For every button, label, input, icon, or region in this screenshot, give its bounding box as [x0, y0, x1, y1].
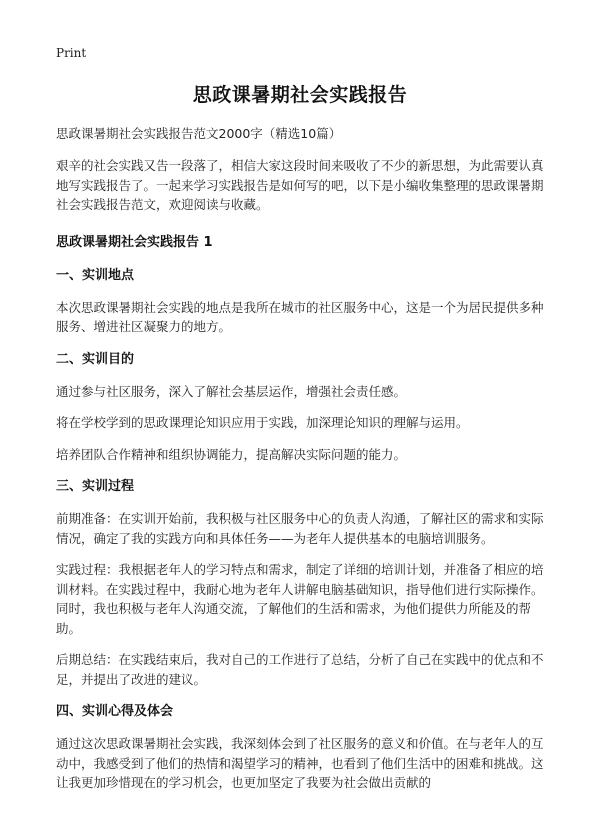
process-paragraph-1: 前期准备：在实训开始前，我积极与社区服务中心的负责人沟通，了解社区的需求和实际情况，确定了我的实践方向和具体任务——为老年人提供基本的电脑培训服务。	[56, 511, 544, 546]
print-link[interactable]: Print	[56, 46, 87, 60]
section-heading-reflection: 四、实训心得及体会	[56, 704, 174, 719]
section-heading-purpose: 二、实训目的	[56, 351, 135, 367]
document-subtitle: 思政课暑期社会实践报告范文2000字（精选10篇）	[56, 126, 342, 141]
section-heading-process: 三、实训过程	[56, 479, 135, 494]
location-paragraph: 本次思政课暑期社会实践的地点是我所在城市的社区服务中心，这是一个为居民提供多种服务、增进社区凝聚力的地方。	[56, 299, 544, 334]
section-heading-location: 一、实训地点	[56, 267, 135, 283]
report-heading: 思政课暑期社会实践报告 1	[56, 234, 213, 250]
purpose-paragraph-1: 通过参与社区服务，深入了解社会基层运作，增强社会责任感。	[56, 383, 407, 399]
document-title: 思政课暑期社会实践报告	[192, 84, 408, 106]
purpose-paragraph-2: 将在学校学到的思政课理论知识应用于实践，加深理论知识的理解与运用。	[56, 415, 469, 430]
intro-paragraph: 艰辛的社会实践又告一段落了，相信大家这段时间来吸收了不少的新思想，为此需要认真地写实践报告了。一起来学习实践报告是如何写的吧，以下是小编收集整理的思政课暑期社会实践报告范文，欢迎阅读与收藏。	[56, 158, 544, 212]
reflection-paragraph-1: 通过这次思政课暑期社会实践，我深刻体会到了社区服务的意义和价值。在与老年人的互动中，我感受到了他们的热情和渴望学习的精神，也看到了他们生活中的困难和挑战。这让我更加珍惜现在的学习机会，也更加坚定了我要为社会做出贡献的	[56, 736, 544, 790]
purpose-paragraph-3: 培养团队合作精神和组织协调能力，提高解决实际问题的能力。	[56, 446, 407, 462]
process-paragraph-2: 实践过程：我根据老年人的学习特点和需求，制定了详细的培训计划，并准备了相应的培训材料。在实践过程中，我耐心地为老年人讲解电脑基础知识，指导他们进行实际操作。同时，我也积极与老年人沟通交流，了解他们的生活和需求，为他们提供力所能及的帮助。	[56, 562, 544, 636]
process-paragraph-3: 后期总结：在实践结束后，我对自己的工作进行了总结，分析了自己在实践中的优点和不足，并提出了改进的建议。	[56, 652, 544, 687]
